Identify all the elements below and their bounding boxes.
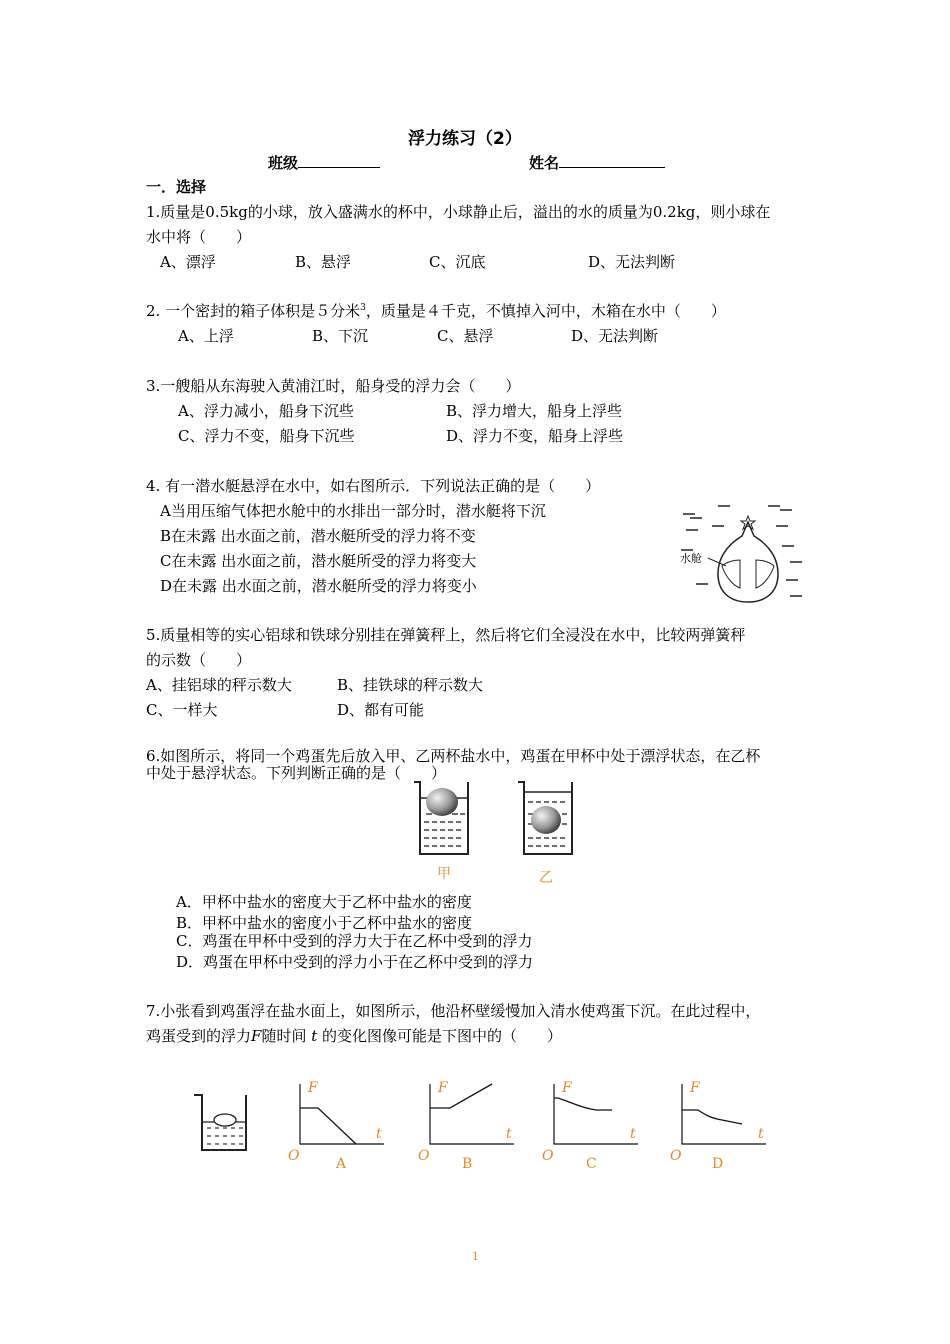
q1-option-d: D、无法判断 — [588, 253, 676, 271]
name-label: 姓名 — [529, 154, 560, 172]
q2-option-c: C、悬浮 — [437, 327, 494, 345]
class-blank — [298, 153, 380, 168]
graph-d-xlabel: t — [758, 1126, 764, 1142]
q2-stem-b: ，质量是４千克，不慎掉入河中，木箱在水中（ ） — [365, 302, 726, 320]
class-label: 班级 — [268, 154, 299, 172]
graph-b-origin: O — [418, 1148, 430, 1164]
q1-option-b: B、悬浮 — [295, 253, 352, 271]
q7-stem-line2 — [146, 1027, 562, 1045]
q7-cup-figure — [192, 1092, 252, 1154]
graph-c — [542, 1078, 642, 1174]
q3-option-b: B、浮力增大，船身上浮些 — [446, 402, 623, 420]
q5-option-a: A、挂铝球的秤示数大 — [146, 676, 292, 694]
q2-stem-a: 2. 一个密封的箱子体积是５分米 — [146, 302, 361, 320]
q3-option-c: C、浮力不变，船身下沉些 — [178, 427, 355, 445]
q3-stem: 3.一艘船从东海驶入黄浦江时，船身受的浮力会（ ） — [146, 377, 521, 395]
q1-option-c: C、沉底 — [429, 253, 486, 271]
q6-option-c: C．鸡蛋在甲杯中受到的浮力大于在乙杯中受到的浮力 — [176, 932, 533, 950]
q2-option-d: D、无法判断 — [571, 327, 659, 345]
q5-stem-line2: 的示数（ ） — [146, 651, 252, 669]
q4-option-a: A当用压缩气体把水舱中的水排出一部分时，潜水艇将下沉 — [160, 502, 546, 520]
cup-yi-label: 乙 — [539, 870, 553, 886]
q5-option-d: D、都有可能 — [337, 701, 425, 719]
egg-floating — [426, 788, 458, 816]
q7-var-f: F — [251, 1027, 262, 1045]
q2-option-a: A、上浮 — [178, 327, 234, 345]
graph-a-ylabel: F — [308, 1080, 318, 1096]
page-title: 浮力练习（2） — [408, 129, 522, 149]
q1-stem-line1: 1.质量是0.5kg的小球，放入盛满水的杯中，小球静止后，溢出的水的质量为0.2kg，则小球在 — [146, 203, 771, 221]
graph-d — [670, 1078, 770, 1174]
name-blank — [559, 153, 665, 168]
graph-d-label: D — [712, 1156, 724, 1172]
cup-jia-label: 甲 — [437, 866, 451, 882]
q3-option-a: A、浮力减小，船身下沉些 — [178, 402, 354, 420]
q2-superscript: 3 — [360, 303, 366, 313]
q2-stem — [146, 302, 726, 320]
q6-option-a: A．甲杯中盐水的密度大于乙杯中盐水的密度 — [176, 893, 472, 911]
q6-stem-line2: 中处于悬浮状态。下列判断正确的是（ ） — [146, 764, 447, 782]
q4-option-d: D在未露 出水面之前，潜水艇所受的浮力将变小 — [160, 577, 477, 595]
graph-b-xlabel: t — [506, 1126, 512, 1142]
q4-option-b: B在未露 出水面之前，潜水艇所受的浮力将不变 — [160, 527, 476, 545]
graph-b-label: B — [462, 1156, 473, 1172]
class-field — [268, 153, 380, 172]
q5-option-b: B、挂铁球的秤示数大 — [337, 676, 484, 694]
q3-option-d: D、浮力不变，船身上浮些 — [446, 427, 624, 445]
q7-stem-b: 随时间 — [261, 1027, 307, 1045]
graph-d-origin: O — [670, 1148, 682, 1164]
graph-c-origin: O — [542, 1148, 554, 1164]
q6-stem-line1: 6.如图所示，将同一个鸡蛋先后放入甲、乙两杯盐水中，鸡蛋在甲杯中处于漂浮状态，在乙杯 — [146, 747, 761, 765]
egg-suspended — [531, 806, 561, 834]
submarine-figure — [678, 496, 808, 608]
graph-b — [418, 1078, 518, 1174]
graph-a-origin: O — [288, 1148, 300, 1164]
hold-label: 水舱 — [680, 552, 702, 565]
name-field — [529, 153, 665, 172]
graph-a-xlabel: t — [376, 1126, 382, 1142]
page-number: 1 — [472, 1250, 479, 1263]
q7-stem-a: 鸡蛋受到的浮力 — [146, 1027, 252, 1045]
graph-c-xlabel: t — [630, 1126, 636, 1142]
q1-option-a: A、漂浮 — [160, 253, 216, 271]
q5-stem-line1: 5.质量相等的实心铝球和铁球分别挂在弹簧秤上，然后将它们全浸没在水中，比较两弹簧秤 — [146, 626, 746, 644]
graph-c-label: C — [586, 1156, 597, 1172]
q4-stem: 4. 有一潜水艇悬浮在水中，如右图所示．下列说法正确的是（ ） — [146, 477, 601, 495]
q7-var-t: t — [311, 1027, 318, 1045]
q2-option-b: B、下沉 — [312, 327, 369, 345]
graph-a-label: A — [336, 1156, 347, 1172]
q7-stem-c: 的变化图像可能是下图中的（ ） — [322, 1027, 563, 1045]
section-heading: 一．选择 — [146, 178, 207, 196]
q4-option-c: C在未露 出水面之前，潜水艇所受的浮力将变大 — [160, 552, 477, 570]
graph-d-ylabel: F — [690, 1080, 700, 1096]
graph-c-ylabel: F — [562, 1080, 572, 1096]
q6-option-b: B．甲杯中盐水的密度小于乙杯中盐水的密度 — [176, 914, 473, 932]
graph-a — [288, 1078, 388, 1174]
cup-yi-figure — [516, 780, 576, 858]
q7-stem-line1: 7.小张看到鸡蛋浮在盐水面上，如图所示，他沿杯壁缓慢加入清水使鸡蛋下沉。在此过程中， — [146, 1002, 761, 1020]
q6-option-d: D．鸡蛋在甲杯中受到的浮力小于在乙杯中受到的浮力 — [176, 953, 534, 971]
cup-jia-figure — [412, 780, 472, 858]
q5-option-c: C、一样大 — [146, 701, 218, 719]
q1-stem-line2: 水中将（ ） — [146, 228, 252, 246]
graph-b-ylabel: F — [438, 1080, 448, 1096]
